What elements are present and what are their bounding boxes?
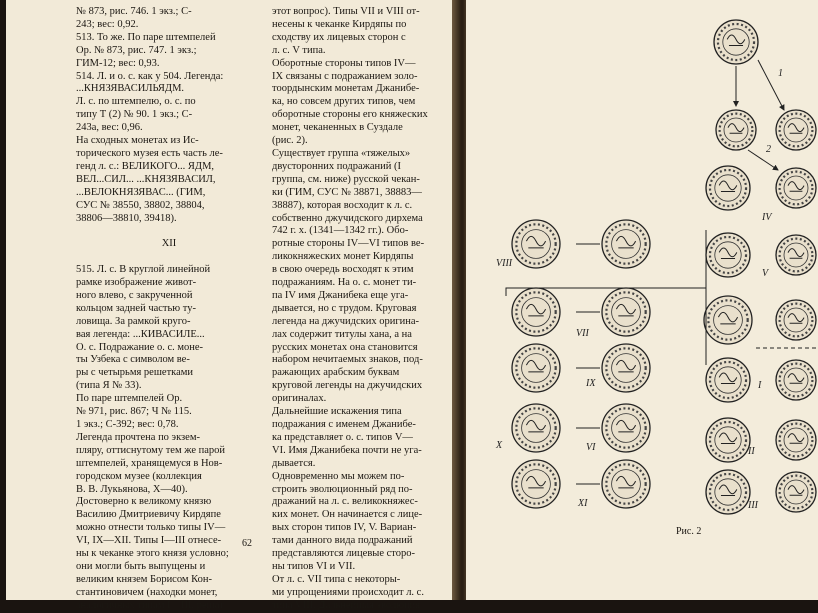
text-line: можно отнести только типы IV— [76,522,226,534]
coin-image [776,420,816,460]
page-number: 62 [242,538,252,549]
text-line: В. В. Лукьянова, Х—40). [76,483,188,495]
text-line: ка, но совсем других типов, чем [272,96,416,108]
text-line: Существует группа «тяжелых» [272,147,411,159]
text-line: штемпелей, хранящемуся в Нов- [76,457,223,469]
type-label: III [748,500,758,511]
coin-image [602,460,650,508]
coin-image [512,404,560,452]
text-line: ГИМ-12; вес: 0,93. [76,57,160,69]
text-line: ны типов VI и VII. [272,560,356,572]
text-line: 515. Л. с. В круглой линейной [76,264,211,276]
left-column-b [272,6,458,613]
text-line: 513. То же. По паре штемпелей [76,31,216,43]
text-line: кольцом задней частью ту- [76,302,196,314]
text-line: представляются лицевые сторо- [272,548,415,560]
text-line: в свою очередь восходят к этим [272,264,414,276]
coin-image [602,344,650,392]
text-line: ки (ГИМ, СУС № 38871, 38883— [272,186,422,198]
coin-image [706,358,750,402]
text-line: типу Т (2) № 90. 1 экз.; С- [76,109,193,121]
type-label: VII [576,328,589,339]
text-line: Ор. № 873, рис. 747. 1 экз.; [76,44,197,56]
coin-image [602,288,650,336]
text-line: 1 экз.; С-392; вес: 0,78. [76,419,179,430]
left-column-a [76,6,262,613]
text-line: 38887), которая восходит к л. с. [272,199,413,211]
text-line: строить эволюционный ряд по- [272,483,413,495]
coin-image [706,418,750,462]
type-label: IX [586,378,596,389]
text-line: № 873, рис. 746. 1 экз.; С- [76,6,192,17]
text-line: рамке изображение живот- [76,277,197,289]
text-line: 243а, вес: 0,96. [76,122,143,134]
text-line: Легенда прочтена по экзем- [76,431,200,443]
text-line: (рис. 2). [272,135,308,147]
type-label: V [762,268,769,279]
text-line: монет, чеканенных в Суздале [272,122,403,134]
coin-image [776,235,816,275]
text-line: лах содержит титулы хана, а на [272,328,412,340]
text-line: набором нечитаемых знаков, под- [272,354,423,366]
connector-line [748,150,778,170]
text-line: аналогичных типам I—III, решат [76,599,224,611]
coin-diagram [466,30,818,510]
text-line: ражающих арабским буквам [272,367,400,379]
text-line: несены к чеканке Кирдяпы по [272,18,407,30]
text-line: сходству их лицевых сторон с [272,31,406,43]
text-line: ротные стороны IV—VI типов ве- [272,238,425,250]
text-line: генд л. с.: ВЕЛИКОГО... ЯДМ, [76,160,215,172]
coin-image [706,233,750,277]
text-line: (типа Я № 33). [76,380,142,392]
text-line: VI, IX—XII. Типы I—III отнесе- [76,535,222,547]
text-line: ВЕЛ...СИЛ... ...КНЯЗЯВАСИЛ, [76,173,216,185]
text-line: ного влево, с закрученной [76,289,193,301]
coin-image [512,220,560,268]
text-line: От л. с. VII типа с некоторы- [272,573,401,585]
text-line: дражаний на л. с. великокняжес- [272,496,418,508]
text-line: л. с. V типа. [272,44,326,56]
text-line: СУС № 38550, 38802, 38804, [76,199,205,211]
text-line: IX связаны с подражанием золо- [272,70,418,82]
text-line: этот вопрос). Типы VII и VIII от- [272,6,420,17]
coin-image [512,460,560,508]
type-label: VI [586,442,596,453]
left-page [6,0,458,611]
coin-image [512,288,560,336]
figure-caption: Рис. 2 [676,526,702,537]
coin-image [776,110,816,150]
coin-image [776,472,816,512]
type-label: VIII [496,258,513,269]
text-line: 514. Л. и о. с. как у 504. Легенда: [76,70,224,82]
text-line: ры с четырьмя решетками [76,367,194,379]
coin-image [776,168,816,208]
text-line: подражания с именем Джанибе- [272,419,416,430]
text-line: ...ВЕЛОКНЯЗЯВАС... (ГИМ, [76,186,206,198]
type-label: X [496,440,503,451]
text-line: городском музее (коллекция [76,470,202,482]
text-line: тоордынским монетам Джанибе- [272,83,420,95]
coin-image [706,470,750,514]
coin-image [512,344,560,392]
arrow-label: 1 [778,68,783,79]
text-line: оригиналах. [272,393,327,405]
text-line: вая легенда: ...КИВАСИЛЕ... [76,328,205,340]
text-line: тами данного вида подражаний [272,535,413,547]
coin-image [706,166,750,210]
text-line [76,225,262,238]
type-label: IV [762,212,772,223]
text-line: ловища. За рамкой круго- [76,315,191,327]
coin-image [716,110,756,150]
coin-image [704,296,752,344]
text-line: ка представляет о. с. типов V— [272,431,413,443]
text-line: Л. с. по штемпелю, о. с. по [76,96,196,108]
text-line: VI. Имя Джанибека почти не уга- [272,444,422,456]
text-line: Одновременно мы можем по- [272,470,405,482]
text-line: собственно джучидского дирхема [272,212,423,224]
text-line: дывается. [272,457,316,469]
text-line: вых сторон типов IV, V. Вариан- [272,522,417,534]
text-line: дывается, но с трудом. Круговая [272,302,417,314]
text-line: они могли быть выпущены и [76,560,206,572]
coin-image [602,220,650,268]
type-label: XI [578,498,588,509]
text-line: ны к чеканке этого князя условно; [76,548,229,560]
coin-image [714,20,758,64]
type-label: I [758,380,762,391]
coin-image [776,300,816,340]
text-line: 243; вес: 0,92. [76,18,139,30]
text-line: ты Узбека с символом ве- [76,354,190,366]
text-line: пляру, оттиснутому тем же парой [76,444,226,456]
text-line: оборотные стороны его княжеских [272,109,428,121]
text-line: великим князем Борисом Кон- [76,573,213,585]
coin-image [776,360,816,400]
text-line: русских монетах она становится [272,341,418,353]
coin-image [602,404,650,452]
text-line: торического музея есть часть ле- [76,147,223,159]
text-line: круговой легенды на джучидских [272,380,423,392]
text-line: группа, см. ниже) русской чекан- [272,173,420,185]
arrow-label: 2 [766,144,771,155]
type-label: II [748,446,755,457]
text-line: Достоверно к великому князю [76,496,212,508]
text-line: легенда на джучидских оригина- [272,315,420,327]
text-line: О. с. Подражание о. с. моне- [76,341,204,353]
text-line: ...КНЯЗЯВАСИЛЬЯДМ. [76,83,185,95]
text-line: ми упрощениями происходит л. с. [272,586,424,598]
text-line: 38806—38810, 39418). [76,212,177,224]
right-page [466,0,818,600]
text-line: Василию Дмитриевичу Кирдяпе [76,509,221,521]
text-line: подражаниям. На о. с. монет ти- [272,277,417,289]
text-line: типа VIII. Дальнейшая эволюция [272,599,421,611]
text-line: 742 г. х. (1341—1342 гг.). Обо- [272,225,409,237]
text-line: Дальнейшие искажения типа [272,406,402,418]
text-line: На сходных монетах из Ис- [76,135,199,147]
text-line: По паре штемпелей Ор. [76,393,183,405]
text-line: № 971, рис. 867; Ч № 115. [76,406,192,418]
text-line: стантиновичем (находки монет, [76,586,218,598]
text-line: XII [161,238,177,250]
text-line [76,251,262,264]
text-line: па IV имя Джанибека еще уга- [272,289,409,301]
text-line: ких монет. Он начинается с лице- [272,509,423,521]
text-line: двусторонних подражаний (I [272,160,401,172]
text-line: ликокняжеских монет Кирдяпы [272,251,414,263]
text-line: Оборотные стороны типов IV— [272,57,416,69]
